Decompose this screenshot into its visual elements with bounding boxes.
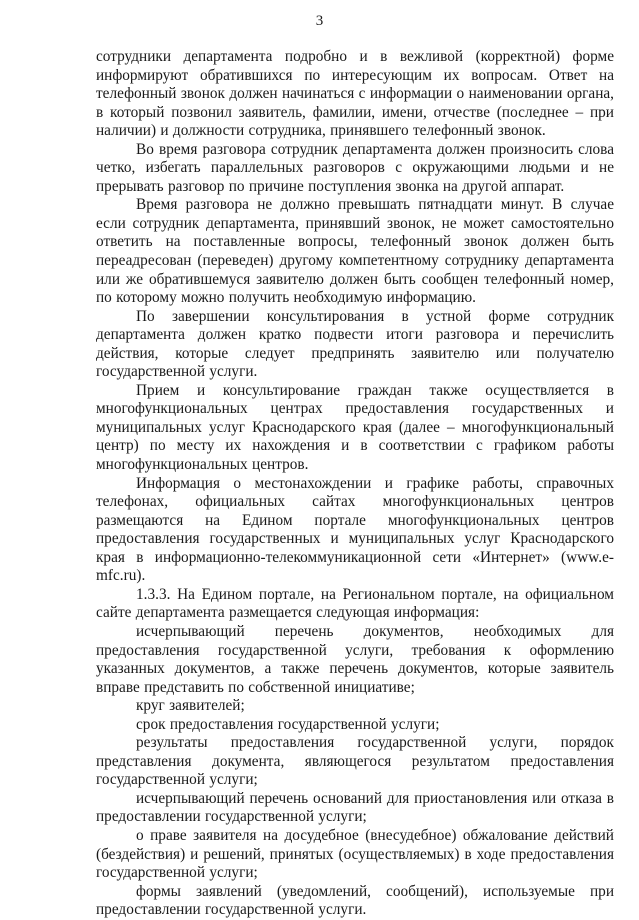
paragraph-1: сотрудники департамента подробно и в вежливой (корректной) форме информируют обратившихся по интересующим их вопросам. Ответ на телефонный звонок должен начинаться с информации о наименовании органа, в который позвонил заявитель, фамилии, имени, отчестве (последнее – при наличии) и должности сотрудника, принявшего телефонный звонок. <box>96 48 614 140</box>
section-1-3-3: 1.3.3. На Едином портале, на Региональном портале, на официальном сайте департамента размещается следующая информация: <box>96 585 614 622</box>
paragraph-4: По завершении консультирования в устной форме сотрудник департамента должен кратко подвести итоги разговора и перечислить действия, которые следует предпринять заявителю или получателю государственной услуги. <box>96 307 614 381</box>
paragraph-3: Время разговора не должно превышать пятнадцати минут. В случае если сотрудник департамента, принявший звонок, не может самостоятельно ответить на поставленные вопросы, телефонный звонок должен быть переадресован (переведен) другому компетентному сотруднику департамента или же обратившемуся заявителю должен быть сообщен телефонный номер, по которому можно получить необходимую информацию. <box>96 196 614 307</box>
list-item-term: срок предоставления государственной услуги; <box>136 715 440 733</box>
document-body <box>96 48 614 920</box>
paragraph-6: Информация о местонахождении и графике работы, справочных телефонах, официальных сайтах многофункциональных центров размещаются на Едином портале многофункциональных центров предоставления государственных и муниципальных услуг Краснодарского края в информационно-телекоммуникационной сети «Интернет» (www.e-mfc.ru). <box>96 474 614 585</box>
list-item-applicants: круг заявителей; <box>136 697 245 715</box>
paragraph-2: Во время разговора сотрудник департамента должен произносить слова четко, избегать параллельных разговоров с окружающими людьми и не прерывать разговор по причине поступления звонка на другой аппарат. <box>96 140 614 195</box>
list-item-grounds: исчерпывающий перечень оснований для приостановления или отказа в предоставлении государственной услуги; <box>96 789 614 826</box>
list-item-forms: формы заявлений (уведомлений, сообщений), используемые при предоставлении государственной услуги. <box>96 882 614 919</box>
paragraph-5: Прием и консультирование граждан также осуществляется в многофункциональных центрах предоставления государственных и муниципальных услуг Краснодарского края (далее – многофункциональный центр) по месту их нахождения и в соответствии с графиком работы многофункциональных центров. <box>96 381 614 474</box>
list-item-documents: исчерпывающий перечень документов, необходимых для предоставления государственной услуги, требования к оформлению указанных документов, а также перечень документов, которые заявитель вправе представить по собственной инициативе; <box>96 622 614 696</box>
list-item-results: результаты предоставления государственной услуги, порядок представления документа, являющегося результатом предоставления государственной услуги; <box>96 734 614 789</box>
page-number: 3 <box>315 13 324 29</box>
list-item-appeal: о праве заявителя на досудебное (внесудебное) обжалование действий (бездействия) и решений, принятых (осуществляемых) в ходе предоставления государственной услуги; <box>96 826 614 882</box>
